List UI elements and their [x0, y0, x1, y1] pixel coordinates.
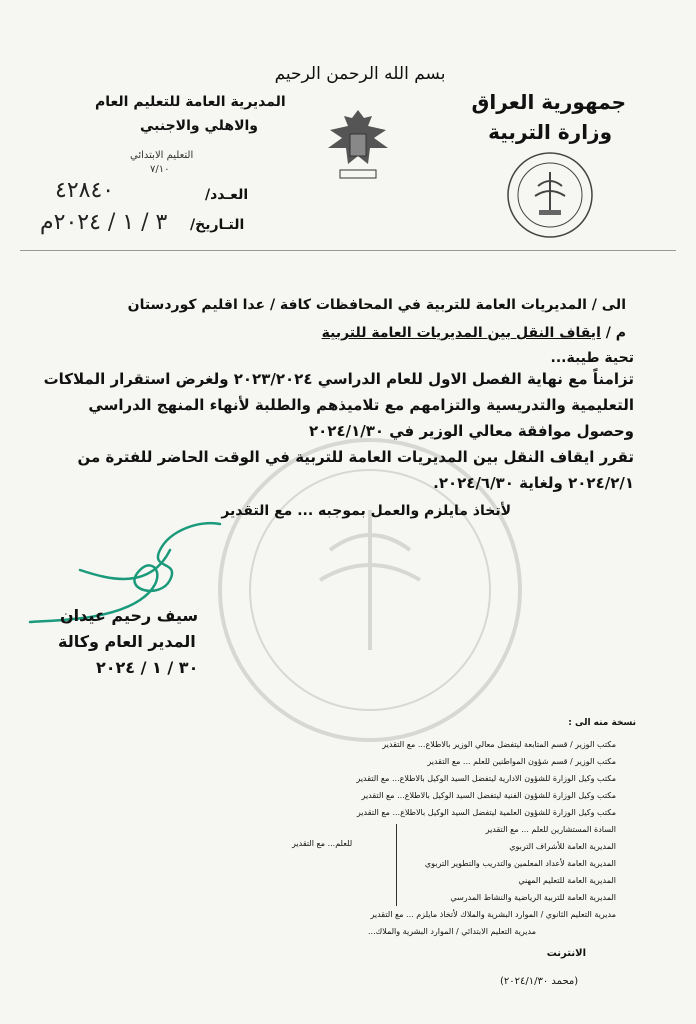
letter-body [34, 366, 634, 496]
body-line: ٢٠٢٤/٢/١ ولغاية ٢٠٢٤/٦/٣٠. [433, 474, 634, 492]
header-directorate-sub: والاهلي والاجنبي [140, 118, 258, 134]
recipient-line: الى / المديريات العامة للتربية في المحافظات كافة / عدا اقليم كوردستان [127, 297, 626, 313]
copy-item: المديرية العامة لأعداد المعلمين والتدريب والتطوير التربوي [424, 859, 616, 868]
copy-item: مديرية التعليم الثانوي / الموارد البشرية والملاك لأتخاذ مايلزم ... مع التقدير [370, 910, 616, 919]
copy-item: السادة المستشارين للعلم ... مع التقدير [485, 825, 616, 834]
grouping-bracket [396, 824, 405, 906]
signature-date: ٣٠ / ١ / ٢٠٢٤ [96, 658, 199, 677]
copy-item: مكتب الوزير / قسم المتابعة ليتفضل معالي الوزير بالاطلاع... مع التقدير [382, 740, 616, 749]
header-divider [20, 250, 676, 251]
date-value: ٣ / ١ / ٢٠٢٤م [40, 210, 168, 235]
footer-reference: (محمد ٢٠٢٤/١/٣٠) [500, 976, 579, 987]
copy-item: المديرية العامة للتعليم المهني [518, 876, 616, 885]
body-line: التعليمية والتدريسية والتزامهم مع تلاميذهم والطلبة لأنهاء المنهج الدراسي [88, 396, 634, 414]
greeting: تحية طيبة... [550, 350, 634, 366]
header-directorate: المديرية العامة للتعليم العام [95, 94, 286, 110]
subject-line [322, 325, 626, 341]
copy-item: مكتب الوزير / قسم شؤون المواطنين للعلم ... مع التقدير [427, 757, 616, 766]
body-line: تقرر ايقاف النقل بين المديريات العامة للتربية في الوقت الحاضر للفترة من [77, 448, 634, 466]
header-ministry: وزارة التربية [488, 120, 612, 144]
subject-text: ايقاف النقل بين المديريات العامة للتربية [321, 325, 601, 341]
signatory-title: المدير العام وكالة [58, 632, 196, 651]
number-label: العـدد/ [205, 187, 249, 203]
copies-heading: نسخة منه الى : [568, 718, 636, 728]
bracket-note: للعلم... مع التقدير [292, 839, 353, 848]
iraq-emblem-icon [322, 104, 394, 190]
header-country: جمهورية العراق [471, 90, 626, 114]
copy-item: مكتب وكيل الوزارة للشؤون الفنية ليتفضل السيد الوكيل بالاطلاع... مع التقدير [361, 791, 616, 800]
body-line: تزامناً مع نهاية الفصل الاول للعام الدراسي ٢٠٢٣/٢٠٢٤ ولغرض استقرار الملاكات [43, 370, 634, 388]
copy-item: مكتب وكيل الوزارة للشؤون الادارية ليتفضل السيد الوكيل بالاطلاع... مع التقدير [356, 774, 616, 783]
basmala: بسم الله الرحمن الرحيم [274, 64, 446, 84]
closing-line: لأتخاذ مايلزم والعمل بموجبه ... مع التقدير [221, 503, 511, 519]
number-value: ٤٢٨٤٠ [55, 178, 115, 203]
copy-item: المديرية العامة للتربية الرياضية والنشاط المدرسي [450, 893, 616, 902]
signatory-name: سيف رحيم عيدان [60, 606, 199, 625]
subject-prefix: م / [605, 325, 626, 341]
date-label: التـاريخ/ [190, 217, 245, 233]
copy-internet: الانترنت [546, 948, 586, 959]
handwritten-note-number: ٧/١٠ [150, 164, 170, 175]
copy-item: مديرية التعليم الابتدائي / الموارد البشرية والملاك... [367, 927, 536, 936]
body-line: وحصول موافقة معالي الوزير في ٢٠٢٤/١/٣٠ [308, 422, 634, 440]
ministry-seal-icon [505, 150, 595, 240]
copy-item: مكتب وكيل الوزارة للشؤون العلمية ليتفضل السيد الوكيل بالاطلاع... مع التقدير [356, 808, 616, 817]
copy-item: المديرية العامة للأشراف التربوي [509, 842, 616, 851]
handwritten-note: التعليم الابتدائي [130, 150, 194, 161]
